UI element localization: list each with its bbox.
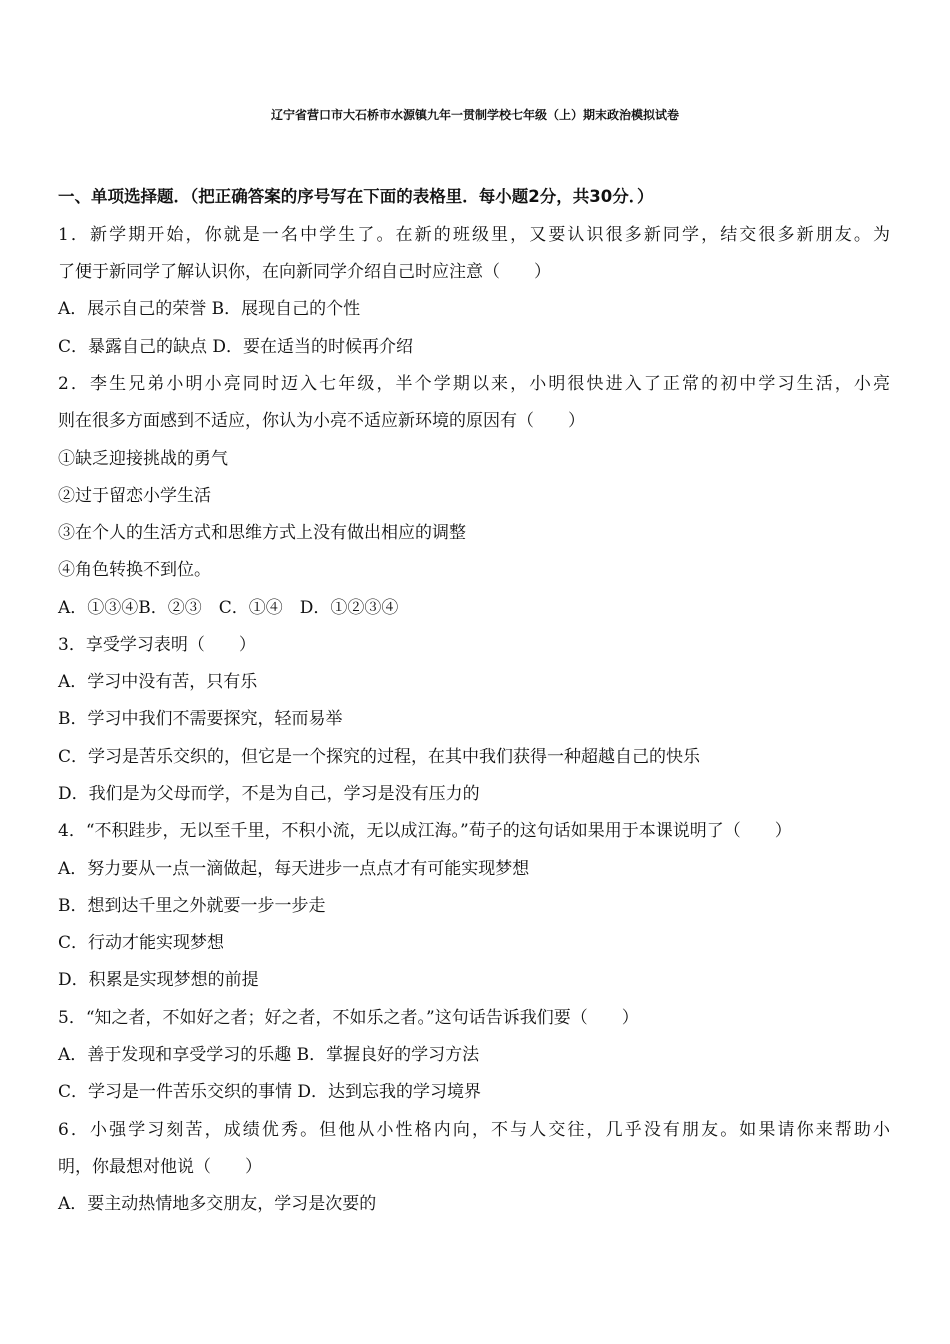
question-2-stem-line-1: 2．李生兄弟小明小亮同时迈入七年级，半个学期以来，小明很快进入了正常的初中学习生活，小亮 (58, 374, 890, 394)
question-1-stem-line-1: 1．新学期开始，你就是一名中学生了。在新的班级里，又要认识很多新同学，结交很多新朋友。为 (58, 225, 890, 245)
question-3-option-b: B．学习中我们不需要探究，轻而易举 (58, 709, 343, 729)
question-2-option-line-1: A．①③④B．②③ C．①④ D．①②③④ (58, 598, 399, 618)
question-1-stem-line-2: 了便于新同学了解认识你，在向新同学介绍自己时应注意（ ） (58, 262, 551, 282)
exam-title: 辽宁省营口市大石桥市水源镇九年一贯制学校七年级（上）期末政治模拟试卷 (270, 108, 679, 122)
question-2-statement-3: ③在个人的生活方式和思维方式上没有做出相应的调整 (58, 523, 466, 543)
question-5-option-line-1: A．善于发现和享受学习的乐趣 B．掌握良好的学习方法 (58, 1045, 480, 1065)
question-5-option-line-2: C．学习是一件苦乐交织的事情 D．达到忘我的学习境界 (58, 1082, 482, 1102)
question-6-option-a: A．要主动热情地多交朋友，学习是次要的 (58, 1194, 377, 1214)
question-6-stem-line-1: 6．小强学习刻苦，成绩优秀。但他从小性格内向，不与人交往，几乎没有朋友。如果请你来帮助小 (58, 1120, 890, 1140)
question-5-stem-line-1: 5．“知之者，不如好之者；好之者，不如乐之者。”这句话告诉我们要（ ） (58, 1008, 639, 1028)
question-4-option-d: D．积累是实现梦想的前提 (58, 970, 259, 990)
question-1-option-line-2: C．暴露自己的缺点 D．要在适当的时候再介绍 (58, 337, 414, 357)
question-3-option-c: C．学习是苦乐交织的，但它是一个探究的过程，在其中我们获得一种超越自己的快乐 (58, 747, 701, 767)
question-3-option-d: D．我们是为父母而学，不是为自己，学习是没有压力的 (58, 784, 480, 804)
question-6-stem-line-2: 明，你最想对他说（ ） (58, 1157, 262, 1177)
question-4-option-c: C．行动才能实现梦想 (58, 933, 225, 953)
section-heading: 一、单项选择题．（把正确答案的序号写在下面的表格里．每小题2分，共30分．） (58, 187, 654, 206)
question-4-option-b: B．想到达千里之外就要一步一步走 (58, 896, 326, 916)
question-2-stem-line-2: 则在很多方面感到不适应，你认为小亮不适应新环境的原因有（ ） (58, 411, 585, 431)
question-4-stem-line-1: 4．“不积跬步，无以至千里，不积小流，无以成江海。”荀子的这句话如果用于本课说明了（ ） (58, 821, 792, 841)
question-2-statement-2: ②过于留恋小学生活 (58, 486, 211, 506)
question-4-option-a: A．努力要从一点一滴做起，每天进步一点点才有可能实现梦想 (58, 859, 530, 879)
question-3-option-a: A．学习中没有苦，只有乐 (58, 672, 258, 692)
question-2-statement-4: ④角色转换不到位。 (58, 560, 211, 580)
question-1-option-line-1: A．展示自己的荣誉 B．展现自己的个性 (58, 299, 361, 319)
question-3-stem-line-1: 3．享受学习表明（ ） (58, 635, 256, 655)
question-2-statement-1: ①缺乏迎接挑战的勇气 (58, 449, 228, 469)
